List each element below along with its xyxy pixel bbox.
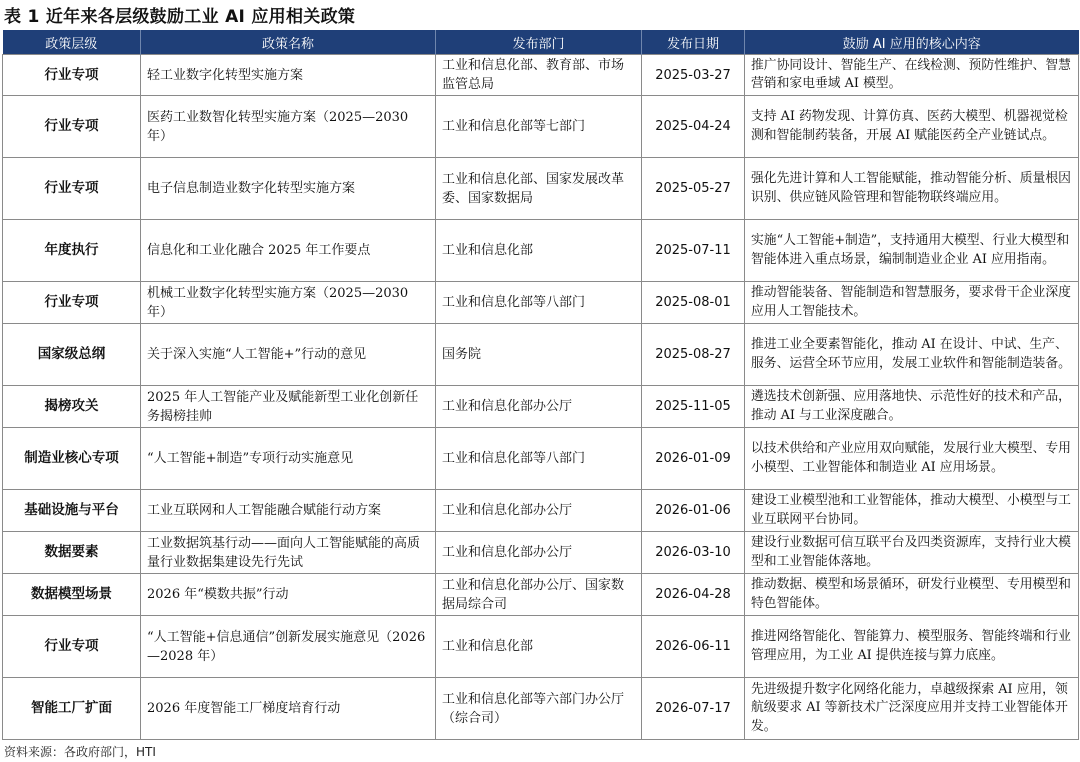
policy-level-cell: 年度执行 — [3, 220, 141, 282]
policy-content-cell: 推进工业全要素智能化，推动 AI 在设计、中试、生产、服务、运营全环节应用，发展工业软件和智能制造装备。 — [745, 324, 1079, 386]
policy-name-cell: 轻工业数字化转型实施方案 — [141, 55, 436, 96]
policy-date-cell: 2025-03-27 — [642, 55, 745, 96]
policy-date-cell: 2025-05-27 — [642, 158, 745, 220]
policy-name-cell: 工业互联网和人工智能融合赋能行动方案 — [141, 490, 436, 532]
policy-date-cell: 2026-03-10 — [642, 532, 745, 574]
policy-content-cell: 推进网络智能化、智能算力、模型服务、智能终端和行业管理应用，为工业 AI 提供连接与算力底座。 — [745, 616, 1079, 678]
table-row — [3, 282, 1079, 324]
policy-dept-cell: 工业和信息化部 — [436, 220, 642, 282]
policy-content-cell: 先进级提升数字化网络化能力，卓越级探索 AI 应用，领航级要求 AI 等新技术广泛深度应用并支持工业智能体开发。 — [745, 678, 1079, 740]
table-row — [3, 386, 1079, 428]
policy-level-cell: 国家级总纲 — [3, 324, 141, 386]
policy-content-cell: 建设工业模型池和工业智能体，推动大模型、小模型与工业互联网平台协同。 — [745, 490, 1079, 532]
policy-name-cell: 机械工业数字化转型实施方案（2025—2030 年） — [141, 282, 436, 324]
table-row — [3, 96, 1079, 158]
policy-table — [2, 30, 1079, 740]
policy-level-cell: 数据要素 — [3, 532, 141, 574]
policy-date-cell: 2026-04-28 — [642, 574, 745, 616]
policy-date-cell: 2025-08-27 — [642, 324, 745, 386]
policy-level-cell: 行业专项 — [3, 158, 141, 220]
table-row — [3, 220, 1079, 282]
policy-dept-cell: 工业和信息化部、教育部、市场监管总局 — [436, 55, 642, 96]
header-level: 政策层级 — [3, 30, 141, 55]
policy-dept-cell: 工业和信息化部等七部门 — [436, 96, 642, 158]
policy-name-cell: 关于深入实施“人工智能+”行动的意见 — [141, 324, 436, 386]
policy-level-cell: 制造业核心专项 — [3, 428, 141, 490]
policy-content-cell: 支持 AI 药物发现、计算仿真、医药大模型、机器视觉检测和智能制药装备，开展 AI 赋能医药全产业链试点。 — [745, 96, 1079, 158]
policy-date-cell: 2025-04-24 — [642, 96, 745, 158]
policy-dept-cell: 工业和信息化部等八部门 — [436, 428, 642, 490]
policy-name-cell: 电子信息制造业数字化转型实施方案 — [141, 158, 436, 220]
table-row — [3, 428, 1079, 490]
policy-level-cell: 行业专项 — [3, 55, 141, 96]
header-name: 政策名称 — [141, 30, 436, 55]
policy-content-cell: 遴选技术创新强、应用落地快、示范性好的技术和产品，推动 AI 与工业深度融合。 — [745, 386, 1079, 428]
policy-name-cell: 2026 年度智能工厂梯度培育行动 — [141, 678, 436, 740]
table-row — [3, 678, 1079, 740]
header-dept: 发布部门 — [436, 30, 642, 55]
policy-dept-cell: 工业和信息化部办公厅 — [436, 386, 642, 428]
policy-name-cell: “人工智能+信息通信”创新发展实施意见（2026—2028 年） — [141, 616, 436, 678]
policy-content-cell: 强化先进计算和人工智能赋能，推动智能分析、质量根因识别、供应链风险管理和智能物联终端应用。 — [745, 158, 1079, 220]
policy-content-cell: 推广协同设计、智能生产、在线检测、预防性维护、智慧营销和家电垂域 AI 模型。 — [745, 55, 1079, 96]
policy-dept-cell: 工业和信息化部办公厅、国家数据局综合司 — [436, 574, 642, 616]
policy-date-cell: 2025-08-01 — [642, 282, 745, 324]
policy-date-cell: 2026-01-06 — [642, 490, 745, 532]
policy-date-cell: 2025-07-11 — [642, 220, 745, 282]
policy-name-cell: 信息化和工业化融合 2025 年工作要点 — [141, 220, 436, 282]
table-row — [3, 158, 1079, 220]
policy-content-cell: 实施“人工智能+制造”，支持通用大模型、行业大模型和智能体进入重点场景，编制制造业企业 AI 应用指南。 — [745, 220, 1079, 282]
policy-dept-cell: 工业和信息化部办公厅 — [436, 490, 642, 532]
table-header-row — [3, 30, 1079, 55]
policy-dept-cell: 工业和信息化部等六部门办公厅（综合司） — [436, 678, 642, 740]
policy-name-cell: 工业数据筑基行动——面向人工智能赋能的高质量行业数据集建设先行先试 — [141, 532, 436, 574]
policy-dept-cell: 工业和信息化部、国家发展改革委、国家数据局 — [436, 158, 642, 220]
policy-date-cell: 2025-11-05 — [642, 386, 745, 428]
policy-level-cell: 揭榜攻关 — [3, 386, 141, 428]
policy-dept-cell: 国务院 — [436, 324, 642, 386]
source-note: 资料来源：各政府部门，HTI — [4, 745, 156, 759]
policy-name-cell: 2026 年“模数共振”行动 — [141, 574, 436, 616]
table-row — [3, 616, 1079, 678]
policy-level-cell: 数据模型场景 — [3, 574, 141, 616]
header-content: 鼓励 AI 应用的核心内容 — [745, 30, 1079, 55]
table-row — [3, 324, 1079, 386]
policy-name-cell: 医药工业数智化转型实施方案（2025—2030 年） — [141, 96, 436, 158]
policy-date-cell: 2026-01-09 — [642, 428, 745, 490]
policy-level-cell: 基础设施与平台 — [3, 490, 141, 532]
table-row — [3, 490, 1079, 532]
policy-dept-cell: 工业和信息化部等八部门 — [436, 282, 642, 324]
policy-date-cell: 2026-06-11 — [642, 616, 745, 678]
policy-level-cell: 行业专项 — [3, 96, 141, 158]
policy-content-cell: 建设行业数据可信互联平台及四类资源库，支持行业大模型和工业智能体落地。 — [745, 532, 1079, 574]
policy-content-cell: 以技术供给和产业应用双向赋能，发展行业大模型、专用小模型、工业智能体和制造业 AI 应用场景。 — [745, 428, 1079, 490]
header-date: 发布日期 — [642, 30, 745, 55]
policy-level-cell: 智能工厂扩面 — [3, 678, 141, 740]
policy-dept-cell: 工业和信息化部办公厅 — [436, 532, 642, 574]
table-row — [3, 55, 1079, 96]
policy-name-cell: “人工智能+制造”专项行动实施意见 — [141, 428, 436, 490]
table-row — [3, 574, 1079, 616]
policy-dept-cell: 工业和信息化部 — [436, 616, 642, 678]
table-title: 表 1 近年来各层级鼓励工业 AI 应用相关政策 — [4, 7, 356, 27]
policy-content-cell: 推动数据、模型和场景循环，研发行业模型、专用模型和特色智能体。 — [745, 574, 1079, 616]
policy-content-cell: 推动智能装备、智能制造和智慧服务，要求骨干企业深度应用人工智能技术。 — [745, 282, 1079, 324]
policy-name-cell: 2025 年人工智能产业及赋能新型工业化创新任务揭榜挂帅 — [141, 386, 436, 428]
policy-level-cell: 行业专项 — [3, 282, 141, 324]
policy-date-cell: 2026-07-17 — [642, 678, 745, 740]
table-row — [3, 532, 1079, 574]
policy-level-cell: 行业专项 — [3, 616, 141, 678]
